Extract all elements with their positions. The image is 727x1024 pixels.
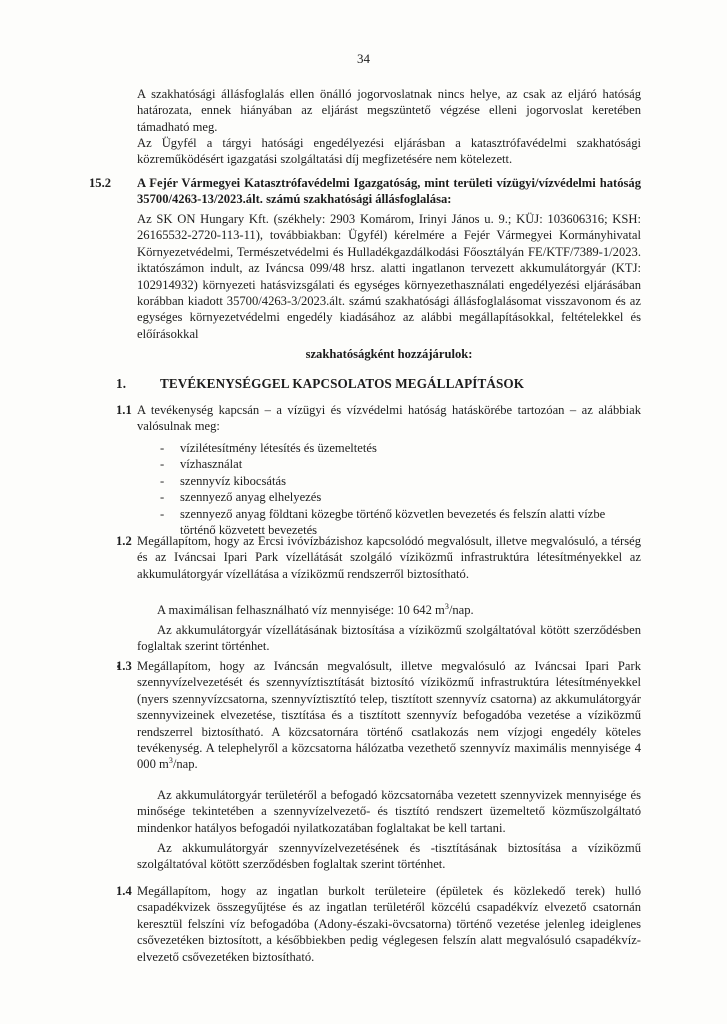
item-1-3-paragraph-3: Az akkumulátorgyár szennyvízelvezetésének és -tisztításának biztosítása a víziközmű szolgáltatóval kötött szerződésben foglaltak szerint történhet.	[137, 841, 641, 872]
item-1-1-bullet-list	[160, 440, 641, 538]
item-1-2-text: Megállapítom, hogy az Ercsi ivóvízbázishoz kapcsolódó megvalósult, illetve megvalósuló, a térség és az Iváncsai Ipari Park vízellátását szolgáló víziközmű infrastruktúra létesítményekkel az akkumulátorgyár vízellátása a víziközmű rendszerről biztosítható.	[137, 534, 641, 581]
list-item: - szennyező anyag elhelyezés	[160, 489, 641, 505]
intro-paragraph-1: A szakhatósági állásfoglalás ellen önálló jogorvoslatnak nincs helye, az csak az eljáró hatóság határozata, ennek hiányában az eljárást megszüntető végzése elleni jogorvoslat keretében támadható meg.	[137, 87, 641, 134]
item-1-3-text: Megállapítom, hogy az Iváncsán megvalósult, illetve megvalósuló az Iváncsai Ipari Park szennyvízelvezetését és szennyvíztisztítását biztosító víziközmű infrastruktúra létesítményekkel (nyers szennyvízcsatorna, szennyvíztisztító telep, tisztított szennyvíz csatorna) az akkumulátorgyár szennyvizeinek elvezetése, tisztítása és a tisztított szennyvíz befogadóba vezetése a víziközmű rendszerrel biztosítható. A közcsatornára történő csatlakozás nem vízjogi engedély köteles tevékenység. A telephelyről a közcsatorna hálózatba vezethető szennyvíz maximális mennyisége 4 000 $m^3$/nap.	[137, 659, 641, 772]
list-item: - vízilétesítmény létesítés és üzemeltetés	[160, 440, 641, 456]
consent-heading: szakhatóságként hozzájárulok:	[305, 347, 473, 361]
item-1-2-contract: Az akkumulátorgyár vízellátásának biztosítása a víziközmű szolgáltatóval kötött szerződésben foglaltak szerint történhet.	[137, 623, 641, 654]
intro-paragraph-2: Az Ügyfél a tárgyi hatósági engedélyezési eljárásban a katasztrófavédelmi szakhatósági közreműködésért igazgatási szolgáltatási díj megfizetésére nem kötelezett.	[137, 136, 641, 167]
item-1-2-max-water: A maximálisan felhasználható víz mennyisége: 10 642 $m^3$/nap.	[157, 601, 474, 617]
item-1-2-number: 1.2	[116, 534, 132, 548]
item-1-3-paragraph-2: Az akkumulátorgyár területéről a befogadó közcsatornába vezetett szennyvizek mennyisége és minősége tekintetében a szennyvízelvezető- és tisztító rendszert üzemeltető közműszolgáltató mindenkor hatályos befogadói nyilatkozatában foglaltakat be kell tartani.	[137, 788, 641, 835]
item-1-3-number: 1.3	[116, 659, 132, 673]
item-1-4-number: 1.4	[116, 884, 132, 898]
heading-title: TEVÉKENYSÉGGEL KAPCSOLATOS MEGÁLLAPÍTÁSOK	[160, 376, 525, 391]
list-item: - szennyvíz kibocsátás	[160, 473, 641, 489]
section-body: Az SK ON Hungary Kft. (székhely: 2903 Komárom, Irinyi János u. 9.; KÜJ: 103606316; KSH: 26165532-2720-113-11), továbbiakban: Ügyfél) kérelmére a Fejér Vármegyei Kormányhivatal Környezetvédelmi, Természetvédelmi és Hulladékgazdálkodási Főosztályán FE/KTF/7389-1/2023. iktatószámon indult, az Iváncsa 099/48 hrsz. alatti ingatlanon tervezett akkumulátorgyár (KTJ: 102914932) környezeti hatásvizsgálati és egységes környezethasználati engedélyezési eljárásában korábban kiadott 35700/4263-3/2023.ált. számú szakhatósági állásfoglalásomat visszavonom és az egységes környezetvédelmi engedély kiadásához az alábbi megállapításokkal, feltételekkel és előírásokkal	[137, 212, 641, 341]
section-number: 15.2	[89, 176, 112, 190]
list-item: - vízhasználat	[160, 456, 641, 472]
section-title: A Fejér Vármegyei Katasztrófavédelmi Igazgatóság, mint területi vízügyi/vízvédelmi hatóság 35700/4263-13/2023.ált. számú szakhatósági állásfoglalása:	[137, 176, 641, 207]
list-item: - szennyező anyag földtani közegbe történő közvetlen bevezetés és felszín alatti vízbe történő közvetett bevezetés	[160, 506, 641, 539]
page-number: 34	[357, 51, 370, 66]
item-1-4-text: Megállapítom, hogy az ingatlan burkolt területeire (épületek és közlekedő terek) hulló csapadékvizek összegyűjtése és az ingatlan területéről közcélú csapadékvíz elvezető csatornán keresztül felszíni víz befogadóba (Adony-északi-övcsatorna) történő vezetése jelenleg ideiglenes csővezetéken biztosított, a későbbiekben pedig véglegesen felszín alatt megvalósuló csapadékvíz-elvezető csővezetéken biztosítható.	[137, 884, 641, 964]
item-1-1-text: A tevékenység kapcsán – a vízügyi és vízvédelmi hatóság hatáskörébe tartozóan – az alábbiak valósulnak meg:	[137, 403, 641, 434]
heading-number: 1.	[116, 376, 127, 391]
item-1-1-number: 1.1	[116, 403, 132, 417]
